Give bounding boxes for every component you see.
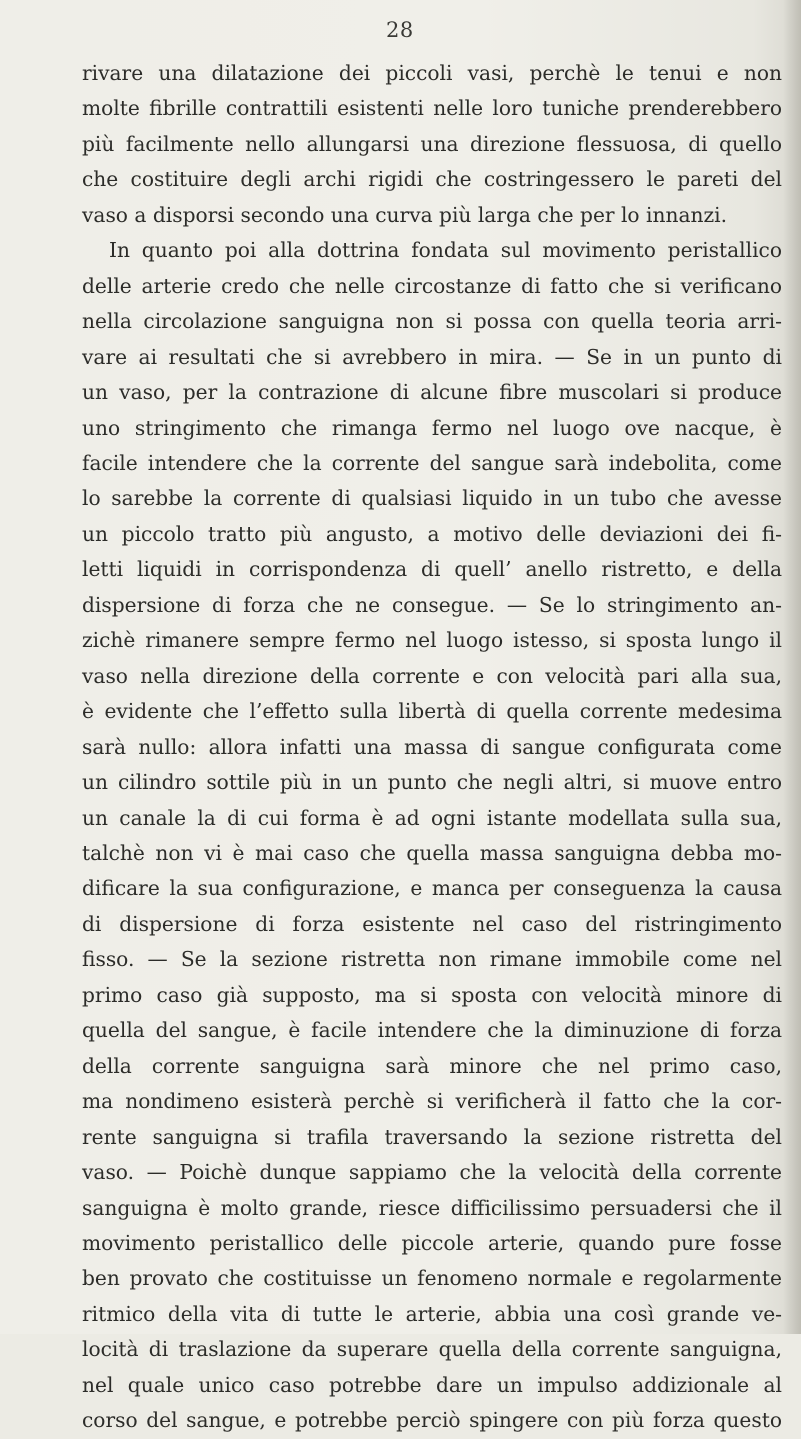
text-line: ma nondimeno esisterà perchè si verificherà il fatto che la cor- [82,1089,782,1114]
text-line: di dispersione di forza esistente nel caso del ristringimento [82,911,782,936]
text-line: rente sanguigna si trafila traversando la sezione ristretta del [82,1124,782,1149]
text-line: quella del sangue, è facile intendere che la diminuzione di forza [82,1018,782,1043]
text-line: un cilindro sottile più in un punto che negli altri, si muove entro [82,770,782,795]
text-line: è evidente che l’effetto sulla libertà di quella corrente medesima [82,699,782,724]
text-line: lo sarebbe la corrente di qualsiasi liquido in un tubo che avesse [82,486,782,511]
text-line: primo caso già supposto, ma si sposta con velocità minore di [82,982,782,1007]
text-line: più facilmente nello allungarsi una direzione flessuosa, di quello [82,131,782,156]
body-text [82,56,782,1439]
text-line: In quanto poi alla dottrina fondata sul movimento peristallico [109,238,782,263]
page-edge-shadow [783,0,801,1334]
text-line: vaso. — Poichè dunque sappiamo che la velocità della corrente [82,1160,782,1185]
text-line: movimento peristallico delle piccole arterie, quando pure fosse [82,1230,782,1255]
text-line: talchè non vi è mai caso che quella massa sanguigna debba mo- [82,840,782,865]
text-line: letti liquidi in corrispondenza di quell’ anello ristretto, e della [82,557,782,582]
text-line: zichè rimanere sempre fermo nel luogo istesso, si sposta lungo il [82,628,782,653]
text-line: un vaso, per la contrazione di alcune fibre muscolari si produce [82,380,782,405]
text-line: vare ai resultati che si avrebbero in mira. — Se in un punto di [82,344,782,369]
text-line: dispersione di forza che ne consegue. — Se lo stringimento an- [82,592,782,617]
text-line: molte fibrille contrattili esistenti nelle loro tuniche prenderebbero [82,96,782,121]
text-line: un piccolo tratto più angusto, a motivo delle deviazioni dei fi- [82,521,782,546]
text-line: ritmico della vita di tutte le arterie, abbia una così grande ve- [82,1301,782,1326]
text-line: vaso a disporsi secondo una curva più larga che per lo innanzi. [82,202,728,227]
text-line: vaso nella direzione della corrente e con velocità pari alla sua, [82,663,782,688]
text-line: nella circolazione sanguigna non si possa con quella teoria arri- [82,309,782,334]
text-line: ben provato che costituisse un fenomeno normale e regolarmente [82,1266,782,1291]
text-line: uno stringimento che rimanga fermo nel luogo ove nacque, è [82,415,782,440]
text-line: dificare la sua configurazione, e manca per conseguenza la causa [82,876,782,901]
text-line: che costituire degli archi rigidi che costringessero le pareti del [82,167,782,192]
text-line: sarà nullo: allora infatti una massa di sangue configurata come [82,734,782,759]
text-line: corso del sangue, e potrebbe perciò spingere con più forza questo [82,1408,782,1433]
text-line: della corrente sanguigna sarà minore che nel primo caso, [82,1053,782,1078]
text-line: nel quale unico caso potrebbe dare un impulso addizionale al [82,1372,782,1397]
text-line: rivare una dilatazione dei piccoli vasi, perchè le tenui e non [82,61,782,85]
text-line: un canale la di cui forma è ad ogni istante modellata sulla sua, [82,805,782,830]
text-line: fisso. — Se la sezione ristretta non rimane immobile come nel [82,947,782,972]
text-line: locità di traslazione da superare quella della corrente sanguigna, [82,1337,782,1362]
text-line: facile intendere che la corrente del sangue sarà indebolita, come [82,450,782,475]
page-number: 28 [386,18,414,42]
text-line: delle arterie credo che nelle circostanze di fatto che si verificano [82,273,782,298]
text-line: sanguigna è molto grande, riesce difficilissimo persuadersi che il [82,1195,782,1220]
